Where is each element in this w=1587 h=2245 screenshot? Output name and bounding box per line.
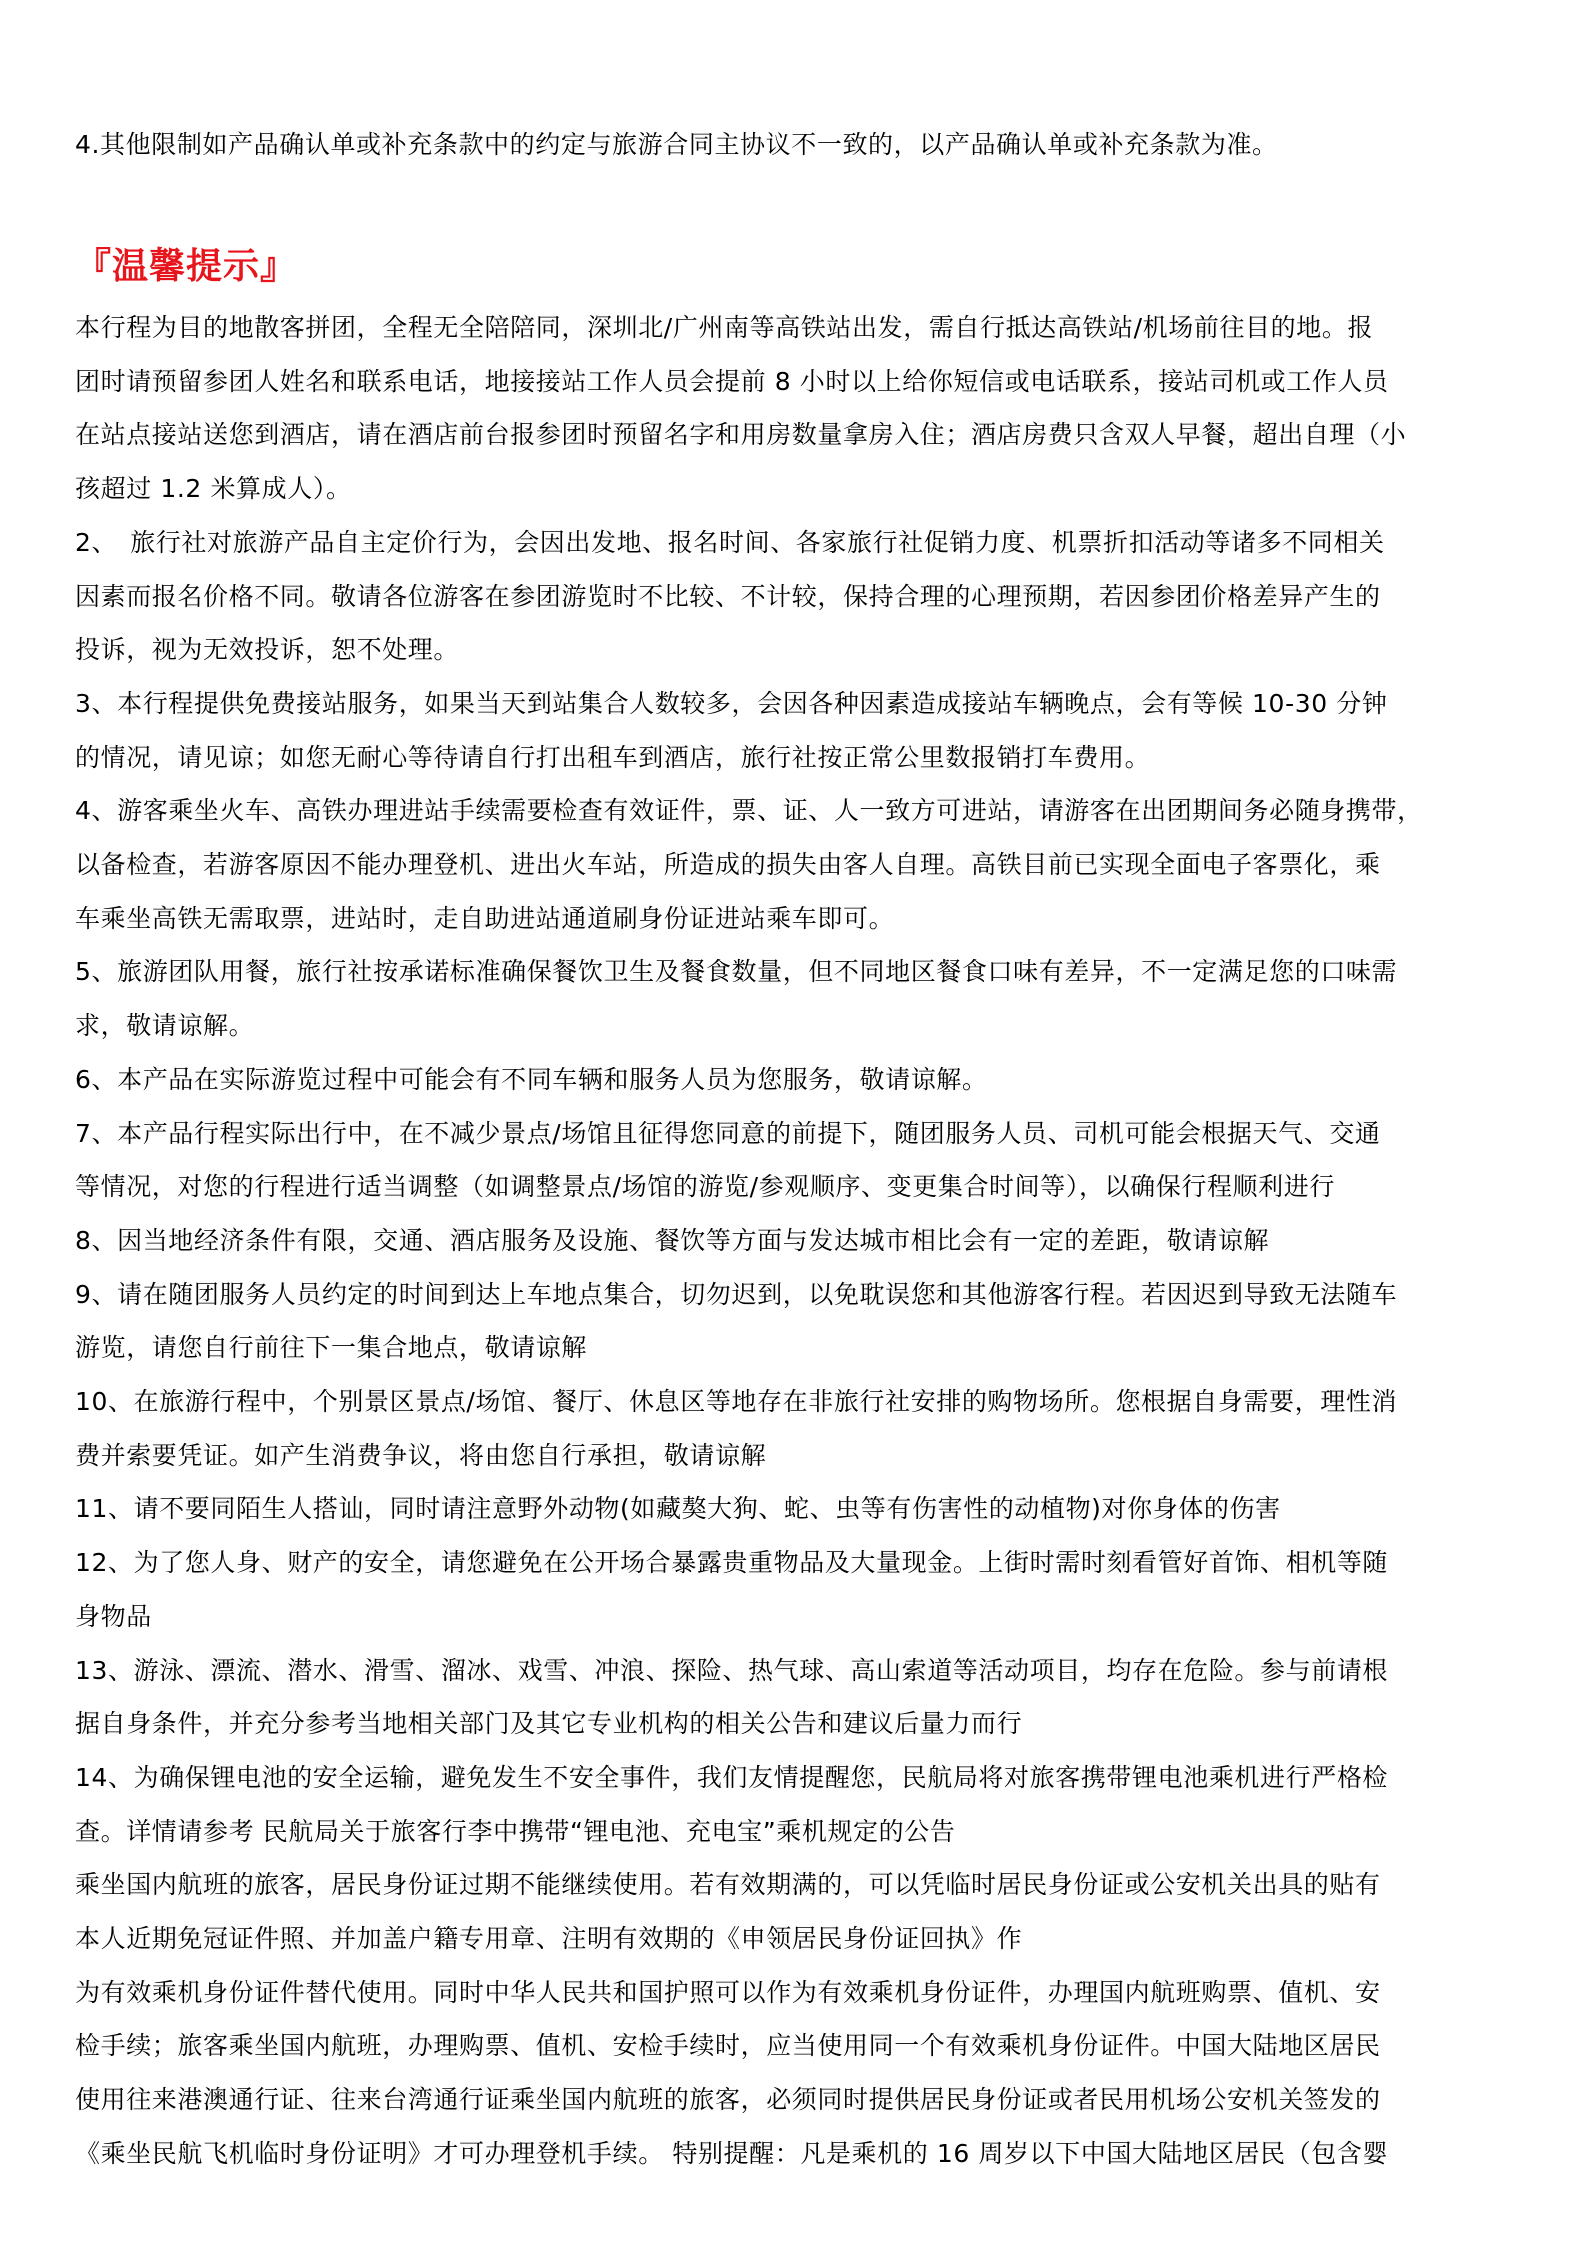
text-line: 身物品 — [75, 1602, 152, 1631]
text-line: 费并索要凭证。如产生消费争议，将由您自行承担，敬请谅解 — [75, 1441, 767, 1470]
text-line: 10、在旅游行程中，个别景区景点/场馆、餐厅、休息区等地存在非旅行社安排的购物场所。您根据自身需要，理性消 — [75, 1387, 1398, 1416]
text-line: 本人近期免冠证件照、并加盖户籍专用章、注明有效期的《申领居民身份证回执》作 — [75, 1924, 1023, 1953]
text-line: 孩超过 1.2 米算成人）。 — [75, 474, 352, 503]
text-line: 查。详情请参考 民航局关于旅客行李中携带“锂电池、充电宝”乘机规定的公告 — [75, 1817, 956, 1846]
text-line: 7、本产品行程实际出行中，在不减少景点/场馆且征得您同意的前提下，随团服务人员、司机可能会根据天气、交通 — [75, 1119, 1381, 1148]
text-line: 等情况，对您的行程进行适当调整（如调整景点/场馆的游览/参观顺序、变更集合时间等），以确保行程顺利进行 — [75, 1172, 1335, 1201]
text-line: 在站点接站送您到酒店，请在酒店前台报参团时预留名字和用房数量拿房入住；酒店房费只含双人早餐，超出自理（小 — [75, 420, 1407, 449]
text-line: 求，敬请谅解。 — [75, 1011, 255, 1040]
text-line: 9、请在随团服务人员约定的时间到达上车地点集合，切勿迟到，以免耽误您和其他游客行程。若因迟到导致无法随车 — [75, 1280, 1398, 1309]
text-line: 车乘坐高铁无需取票，进站时，走自助进站通道刷身份证进站乘车即可。 — [75, 904, 895, 933]
text-line: 14、为确保锂电池的安全运输，避免发生不安全事件，我们友情提醒您，民航局将对旅客携带锂电池乘机进行严格检 — [75, 1763, 1389, 1792]
text-line: 本行程为目的地散客拼团，全程无全陪陪同，深圳北/广州南等高铁站出发，需自行抵达高铁站/机场前往目的地。报 — [75, 313, 1374, 342]
top-note: 4.其他限制如产品确认单或补充条款中的约定与旅游合同主协议不一致的，以产品确认单或补充条款为准。 — [75, 130, 1278, 159]
text-line: 游览，请您自行前往下一集合地点，敬请谅解 — [75, 1333, 588, 1362]
text-line: 6、本产品在实际游览过程中可能会有不同车辆和服务人员为您服务，敬请谅解。 — [75, 1065, 988, 1094]
section-heading-warm-tips: 『温馨提示』 — [75, 246, 298, 287]
text-line: 团时请预留参团人姓名和联系电话，地接接站工作人员会提前 8 小时以上给你短信或电话联系，接站司机或工作人员 — [75, 367, 1389, 396]
text-line: 2、 旅行社对旅游产品自主定价行为，会因出发地、报名时间、各家旅行社促销力度、机票折扣活动等诸多不同相关 — [75, 528, 1385, 557]
text-line: 乘坐国内航班的旅客，居民身份证过期不能继续使用。若有效期满的，可以凭临时居民身份证或公安机关出具的贴有 — [75, 1870, 1381, 1899]
text-line: 检手续；旅客乘坐国内航班，办理购票、值机、安检手续时，应当使用同一个有效乘机身份证件。中国大陆地区居民 — [75, 2031, 1381, 2060]
text-line: 5、旅游团队用餐，旅行社按承诺标准确保餐饮卫生及餐食数量，但不同地区餐食口味有差异，不一定满足您的口味需 — [75, 957, 1398, 986]
text-line: 的情况，请见谅；如您无耐心等待请自行打出租车到酒店，旅行社按正常公里数报销打车费用。 — [75, 743, 1151, 772]
text-line: 使用往来港澳通行证、往来台湾通行证乘坐国内航班的旅客，必须同时提供居民身份证或者民用机场公安机关签发的 — [75, 2085, 1381, 2114]
text-line: 11、请不要同陌生人搭讪，同时请注意野外动物(如藏獒大狗、蛇、虫等有伤害性的动植物)对你身体的伤害 — [75, 1494, 1281, 1523]
text-line: 12、为了您人身、财产的安全，请您避免在公开场合暴露贵重物品及大量现金。上街时需时刻看管好首饰、相机等随 — [75, 1548, 1389, 1577]
text-line: 4、游客乘坐火车、高铁办理进站手续需要检查有效证件，票、证、人一致方可进站，请游客在出团期间务必随身携带， — [75, 796, 1423, 825]
text-line: 8、因当地经济条件有限，交通、酒店服务及设施、餐饮等方面与发达城市相比会有一定的差距，敬请谅解 — [75, 1226, 1270, 1255]
text-line: 据自身条件，并充分参考当地相关部门及其它专业机构的相关公告和建议后量力而行 — [75, 1709, 1023, 1738]
text-line: 13、游泳、漂流、潜水、滑雪、溜冰、戏雪、冲浪、探险、热气球、高山索道等活动项目，均存在危险。参与前请根 — [75, 1656, 1389, 1685]
text-line: 3、本行程提供免费接站服务，如果当天到站集合人数较多，会因各种因素造成接站车辆晚点，会有等候 10-30 分钟 — [75, 689, 1388, 718]
text-line: 以备检查，若游客原因不能办理登机、进出火车站，所造成的损失由客人自理。高铁目前已实现全面电子客票化，乘 — [75, 850, 1381, 879]
text-line: 为有效乘机身份证件替代使用。同时中华人民共和国护照可以作为有效乘机身份证件，办理国内航班购票、值机、安 — [75, 1978, 1381, 2007]
text-line: 因素而报名价格不同。敬请各位游客在参团游览时不比较、不计较，保持合理的心理预期，若因参团价格差异产生的 — [75, 582, 1381, 611]
text-line: 投诉，视为无效投诉，恕不处理。 — [75, 635, 460, 664]
text-line: 《乘坐民航飞机临时身份证明》才可办理登机手续。 特别提醒：凡是乘机的 16 周岁以下中国大陆地区居民（包含婴 — [75, 2139, 1389, 2168]
